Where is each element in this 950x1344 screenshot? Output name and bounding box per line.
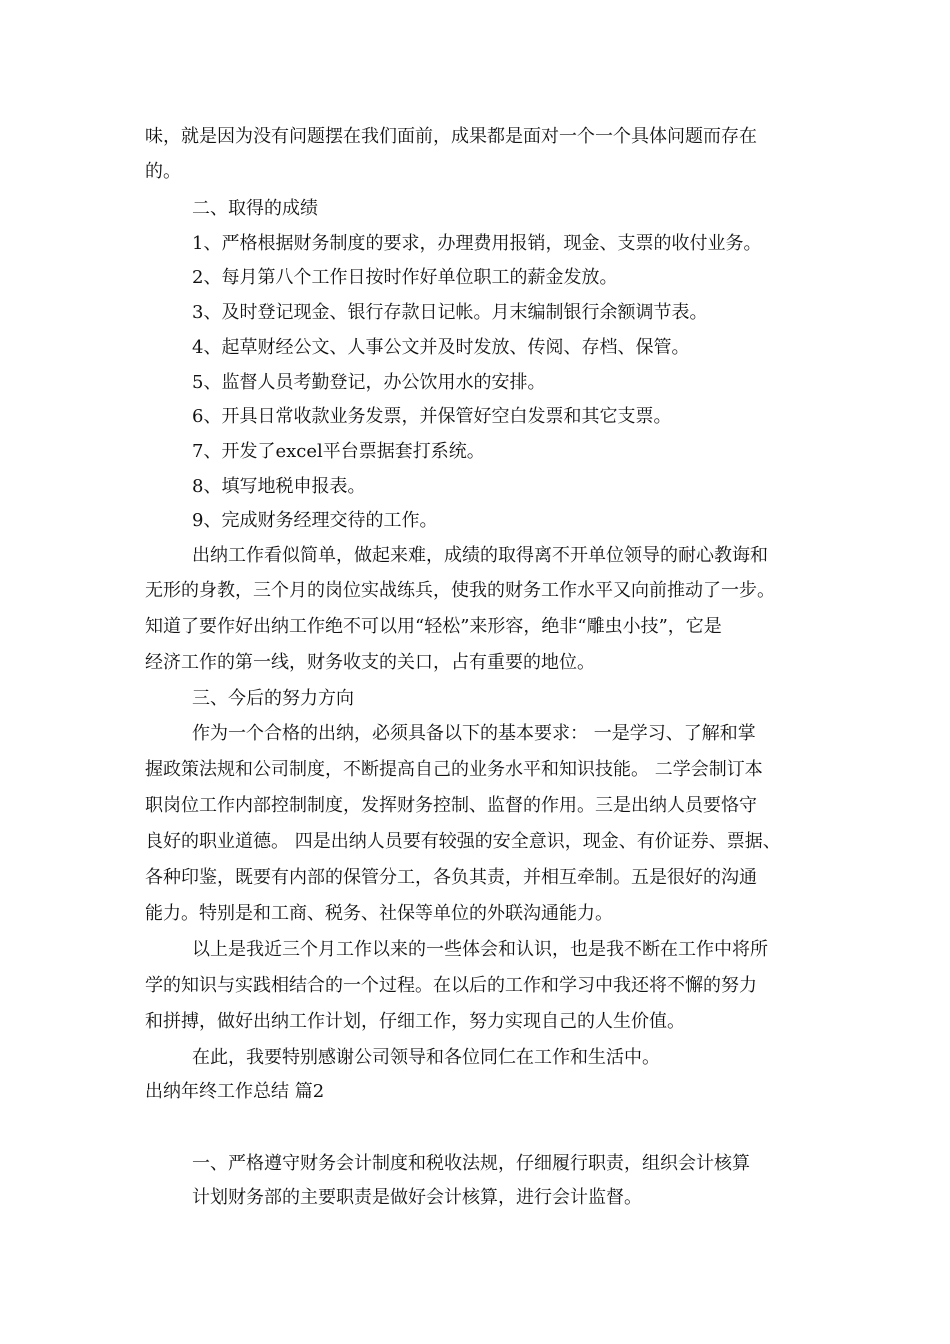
text-line: 经济工作的第一线，财务收支的关口，占有重要的地位。 — [145, 652, 595, 673]
list-item: 3、及时登记现金、银行存款日记帐。月末编制银行余额调节表。 — [192, 302, 708, 323]
text-line: 和拼搏，做好出纳工作计划，仔细工作，努力实现自己的人生价值。 — [145, 1011, 685, 1032]
list-item: 7、开发了excel平台票据套打系统。 — [192, 441, 485, 462]
list-item: 8、填写地税申报表。 — [192, 476, 366, 497]
text-line: 味，就是因为没有问题摆在我们面前，成果都是面对一个一个具体问题而存在 — [145, 126, 757, 147]
list-item: 2、每月第八个工作日按时作好单位职工的薪金发放。 — [192, 267, 618, 288]
text-line: 计划财务部的主要职责是做好会计核算，进行会计监督。 — [192, 1187, 642, 1208]
list-item: 9、完成财务经理交待的工作。 — [192, 510, 438, 531]
text-line: 知道了要作好出纳工作绝不可以用“轻松”来形容，绝非“雕虫小技”，它是 — [145, 616, 722, 637]
list-item: 1、严格根据财务制度的要求，办理费用报销，现金、支票的收付业务。 — [192, 233, 762, 254]
text-line: 能力。特别是和工商、税务、社保等单位的外联沟通能力。 — [145, 903, 613, 924]
list-item: 5、监督人员考勤登记，办公饮用水的安排。 — [192, 372, 546, 393]
text-line: 出纳工作看似简单，做起来难，成绩的取得离不开单位领导的耐心教诲和 — [192, 545, 768, 566]
text-line: 无形的身教，三个月的岗位实战练兵，使我的财务工作水平又向前推动了一步。 — [145, 580, 775, 601]
text-line: 以上是我近三个月工作以来的一些体会和认识，也是我不断在工作中将所 — [192, 939, 768, 960]
document-title: 出纳年终工作总结 篇2 — [145, 1081, 325, 1102]
text-line: 握政策法规和公司制度，不断提高自己的业务水平和知识技能。 二学会制订本 — [145, 759, 763, 780]
text-line: 的。 — [145, 161, 181, 182]
text-line: 各种印鉴，既要有内部的保管分工，各负其责，并相互牵制。五是很好的沟通 — [145, 867, 757, 888]
section-heading: 三、今后的努力方向 — [192, 688, 354, 709]
section-heading: 一、严格遵守财务会计制度和税收法规，仔细履行职责，组织会计核算 — [192, 1153, 750, 1174]
section-heading: 二、取得的成绩 — [192, 198, 318, 219]
text-line: 作为一个合格的出纳，必须具备以下的基本要求： 一是学习、了解和掌 — [192, 723, 756, 744]
text-line: 在此，我要特别感谢公司领导和各位同仁在工作和生活中。 — [192, 1047, 660, 1068]
text-line: 职岗位工作内部控制制度，发挥财务控制、监督的作用。三是出纳人员要恪守 — [145, 795, 757, 816]
text-line: 良好的职业道德。 四是出纳人员要有较强的安全意识，现金、有价证券、票据、 — [145, 831, 781, 852]
list-item: 6、开具日常收款业务发票，并保管好空白发票和其它支票。 — [192, 406, 672, 427]
text-line: 学的知识与实践相结合的一个过程。在以后的工作和学习中我还将不懈的努力 — [145, 975, 757, 996]
list-item: 4、起草财经公文、人事公文并及时发放、传阅、存档、保管。 — [192, 337, 690, 358]
